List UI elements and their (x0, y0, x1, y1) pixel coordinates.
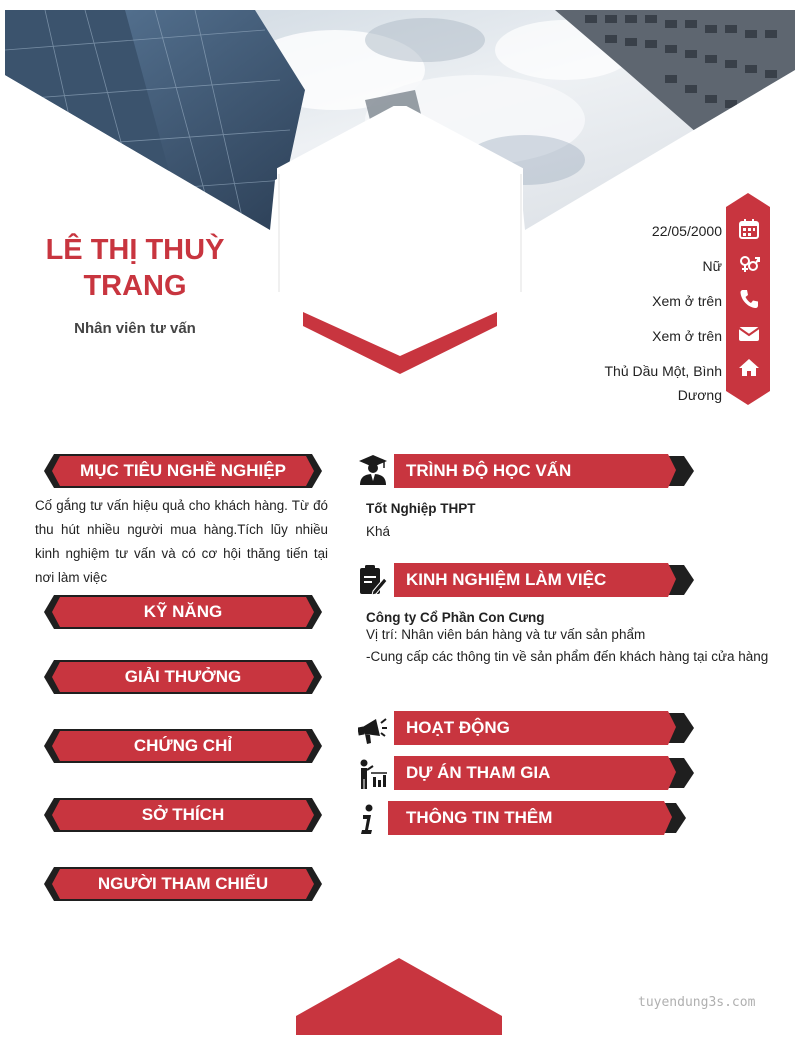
education-degree: Tốt Nghiệp THPT (366, 501, 476, 516)
awards-header (44, 660, 322, 694)
graduate-icon (358, 454, 388, 486)
additional-header (388, 801, 688, 837)
certificates-title: CHỨNG CHỈ (133, 736, 233, 755)
clipboard-pen-icon (358, 564, 388, 596)
job-title: Nhân viên tư vấn (74, 320, 196, 337)
education-title: TRÌNH ĐỘ HỌC VẤN (406, 461, 572, 480)
education-grade: Khá (366, 524, 391, 539)
envelope-icon (738, 323, 760, 345)
projects-title: DỰ ÁN THAM GIA (406, 763, 551, 782)
info-icon (358, 803, 388, 835)
gender-icon (738, 253, 760, 275)
skills-header (44, 595, 322, 629)
presenter-icon (358, 758, 388, 790)
experience-header (394, 563, 694, 599)
projects-header (394, 756, 694, 792)
calendar-icon (738, 218, 760, 240)
watermark: tuyendung3s.com (638, 995, 756, 1010)
education-header (394, 454, 694, 490)
activities-title: HOẠT ĐỘNG (406, 718, 510, 737)
contact-email: Xem ở trên (652, 328, 722, 344)
objective-text: Cố gắng tư vấn hiệu quả cho khách hàng. Từ đó thu hút nhiều người mua hàng.Tích lũy nhiều kinh nghiệm tư vấn và có cơ hội thăng tiến tại nơi làm việc (35, 498, 328, 585)
experience-description: -Cung cấp các thông tin về sản phẩm đến khách hàng tại cửa hàng (366, 649, 769, 664)
hobbies-header (44, 798, 322, 832)
hobbies-title: SỞ THÍCH (141, 805, 225, 824)
experience-position: Vị trí: Nhân viên bán hàng và tư vấn sản phẩm (366, 627, 646, 642)
certificates-header (44, 729, 322, 763)
awards-title: GIẢI THƯỞNG (124, 667, 242, 686)
references-title: NGƯỜI THAM CHIẾU (97, 874, 269, 893)
additional-title: THÔNG TIN THÊM (406, 808, 553, 827)
contact-phone: Xem ở trên (652, 293, 722, 309)
references-header (44, 867, 322, 901)
activities-header (394, 711, 694, 747)
skills-title: KỸ NĂNG (143, 602, 223, 621)
phone-icon (738, 288, 760, 310)
objective-header (44, 454, 322, 488)
candidate-name: LÊ THỊ THUỲ TRANG (45, 234, 225, 302)
avatar-frame (270, 106, 530, 376)
contact-address: Thủ Dầu Một, Bình Dương (604, 363, 722, 403)
megaphone-icon (358, 714, 388, 746)
footer-shape (296, 958, 502, 1036)
objective-title: MỤC TIÊU NGHỀ NGHIỆP (80, 461, 286, 480)
experience-company: Công ty Cổ Phần Con Cưng (366, 610, 545, 625)
contact-gender: Nữ (702, 258, 722, 274)
home-icon (738, 357, 760, 379)
experience-title: KINH NGHIỆM LÀM VIỆC (406, 570, 607, 589)
contact-birthdate: 22/05/2000 (651, 223, 722, 239)
